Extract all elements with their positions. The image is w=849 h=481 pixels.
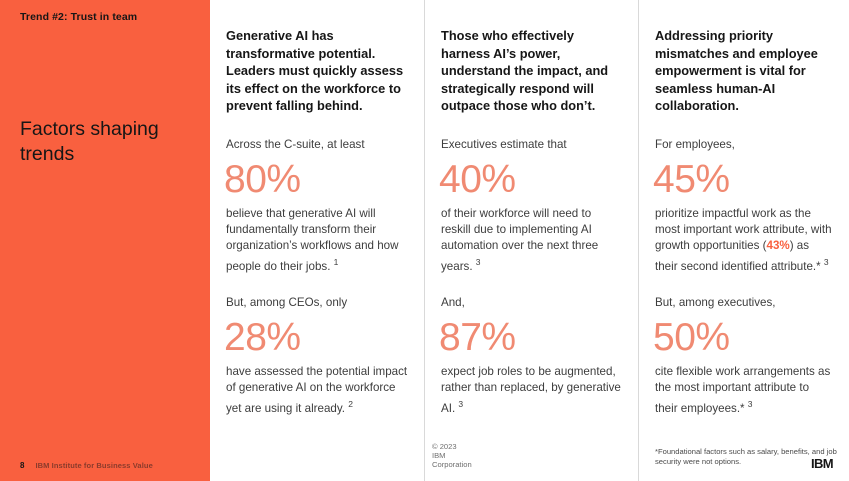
column-2: [424, 0, 638, 481]
column-3: [638, 0, 849, 481]
column-1-heading: Generative AI has transformative potential. Leaders must quickly assess its effect on the workforce to prevent falling behind.: [226, 28, 404, 113]
column-3-block-2-lead: But, among executives,: [655, 295, 776, 309]
column-3-footnote: *Foundational factors such as salary, benefits, and job security were not options.: [655, 447, 837, 466]
column-3-block-1-stat: 45%: [653, 157, 730, 201]
page-number: 8: [20, 461, 25, 470]
column-3-block-1-body-part2: ) as their second identified attribute.*: [655, 239, 824, 274]
column-1-block-2-body: [226, 364, 408, 418]
column-3-block-1-body-accent: 43%: [766, 239, 790, 253]
column-1-block-1-lead: Across the C-suite, at least: [226, 137, 365, 151]
column-3-block-1-body-part1: prioritize impactful work as the most important work attribute, with growth opportunities (: [655, 206, 832, 253]
ibm-logo: [811, 456, 833, 471]
column-2-block-1-stat: 40%: [439, 157, 516, 201]
page-title: Factors shaping trends: [20, 118, 159, 165]
left-panel: [0, 0, 210, 481]
column-1-block-2-body-text: have assessed the potential impact of generative AI on the workforce yet are using it already.: [226, 364, 408, 415]
column-2-block-1-lead: Executives estimate that: [441, 137, 567, 151]
column-3-block-2-body: [655, 364, 833, 418]
column-2-block-2-body: [441, 364, 622, 418]
column-2-block-1-body: [441, 206, 622, 276]
column-3-block-2-footnote-marker: 3: [747, 399, 753, 410]
trend-label: Trend #2: Trust in team: [20, 11, 138, 23]
ibv-label: IBM Institute for Business Value: [35, 461, 153, 470]
column-3-block-1-lead: For employees,: [655, 137, 735, 151]
column-3-block-1-footnote-marker: 3: [823, 257, 829, 268]
column-2-block-1-footnote-marker: 3: [475, 257, 481, 268]
left-footer: [20, 461, 153, 470]
column-3-block-1-body: [655, 206, 833, 276]
column-2-block-2-lead: And,: [441, 295, 465, 309]
column-1: [210, 0, 472, 481]
column-1-block-1-body-text: believe that generative AI will fundamentally transform their organization’s workflows and how people do their jobs.: [226, 206, 399, 274]
column-2-heading: Those who effectively harness AI’s power, understand the impact, and strategically respond will outpace those who don’t.: [441, 28, 609, 113]
column-3-block-2-stat: 50%: [653, 315, 730, 359]
column-3-block-2-body-text: cite flexible work arrangements as the most important attribute to their employees.*: [655, 364, 831, 415]
column-3-heading: Addressing priority mismatches and employee empowerment is vital for seamless human-AI collaboration.: [655, 28, 818, 113]
column-2-block-2-footnote-marker: 3: [458, 399, 464, 410]
column-1-block-1-footnote-marker: 1: [333, 257, 339, 268]
column-2-block-2-body-text: expect job roles to be augmented, rather than replaced, by generative AI.: [441, 364, 621, 415]
column-1-block-1-stat: 80%: [224, 157, 301, 201]
column-2-block-2-stat: 87%: [439, 315, 516, 359]
content-area: [210, 0, 849, 481]
column-2-block-1-body-text: of their workforce will need to reskill due to implementing AI automation over the next three years.: [441, 206, 599, 274]
ibm-wordmark: IBM: [810, 456, 833, 471]
column-2-block-2: [441, 295, 622, 418]
column-1-block-2-footnote-marker: 2: [348, 399, 353, 410]
column-3-block-2: [655, 295, 833, 418]
column-1-block-2-stat: 28%: [224, 315, 301, 359]
column-1-block-2: [226, 295, 408, 418]
column-1-block-2-lead: But, among CEOs, only: [226, 295, 348, 309]
copyright-text: © 2023 IBM Corporation: [432, 442, 472, 469]
column-1-block-1-body: [226, 206, 408, 276]
